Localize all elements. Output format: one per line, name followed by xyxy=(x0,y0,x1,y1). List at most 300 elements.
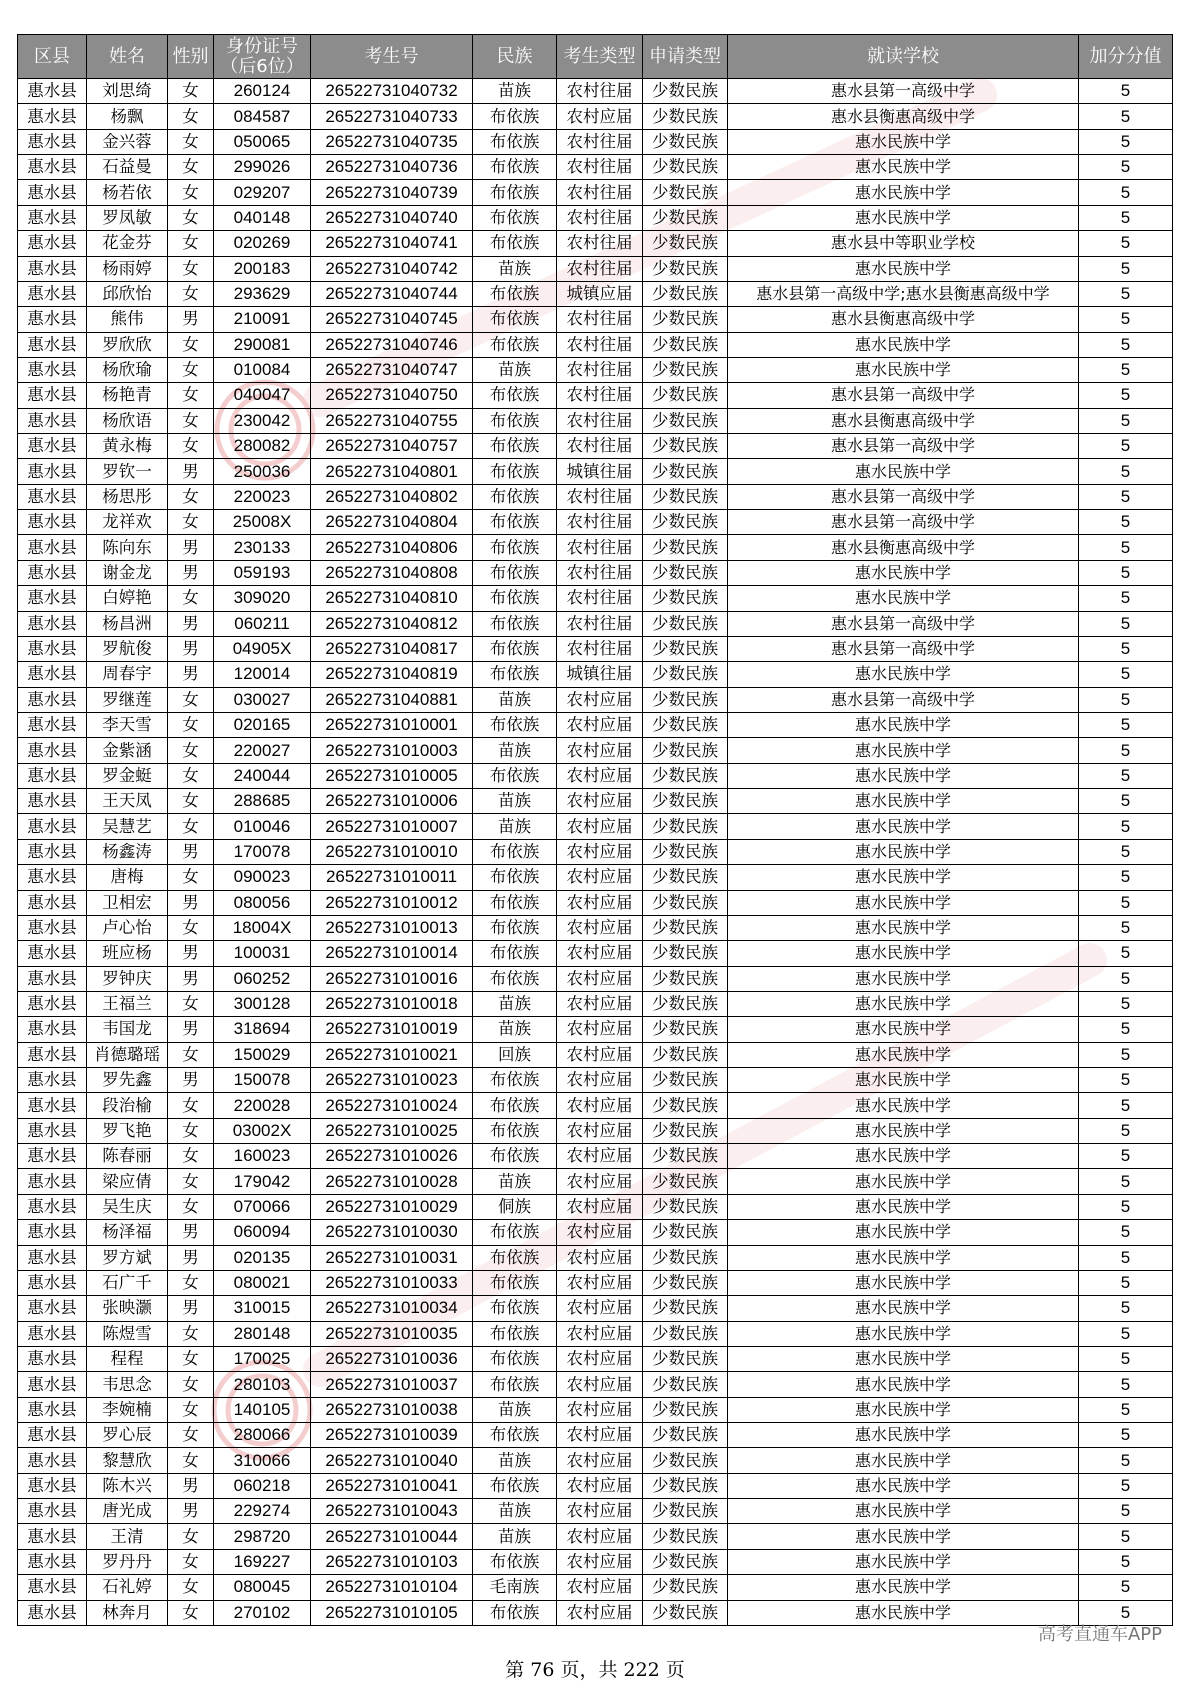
cell-school: 惠水民族中学 xyxy=(728,129,1079,154)
header-name: 姓名 xyxy=(87,35,168,79)
table-row xyxy=(18,104,1173,129)
cell-name: 罗丹丹 xyxy=(87,1549,168,1574)
cell-school: 惠水民族中学 xyxy=(728,1296,1079,1321)
cell-gender: 女 xyxy=(168,1042,214,1067)
cell-exam-number: 26522731010016 xyxy=(311,966,473,991)
header-district: 区县 xyxy=(18,35,87,79)
cell-school: 惠水民族中学 xyxy=(728,1144,1079,1169)
cell-gender: 女 xyxy=(168,1093,214,1118)
cell-application-type: 少数民族 xyxy=(643,1270,728,1295)
cell-candidate-type: 农村应届 xyxy=(557,1575,643,1600)
cell-bonus-points: 5 xyxy=(1079,1245,1173,1270)
cell-application-type: 少数民族 xyxy=(643,1499,728,1524)
table-row xyxy=(18,814,1173,839)
cell-application-type: 少数民族 xyxy=(643,662,728,687)
cell-ethnicity: 布依族 xyxy=(473,636,557,661)
table-row xyxy=(18,1118,1173,1143)
cell-gender: 男 xyxy=(168,307,214,332)
cell-school: 惠水民族中学 xyxy=(728,966,1079,991)
cell-district: 惠水县 xyxy=(18,1245,87,1270)
table-row xyxy=(18,307,1173,332)
cell-bonus-points: 5 xyxy=(1079,205,1173,230)
cell-bonus-points: 5 xyxy=(1079,1600,1173,1625)
cell-exam-number: 26522731040755 xyxy=(311,408,473,433)
cell-id-last6: 080021 xyxy=(214,1270,311,1295)
cell-candidate-type: 农村往届 xyxy=(557,79,643,104)
header-candidate-type: 考生类型 xyxy=(557,35,643,79)
cell-school: 惠水民族中学 xyxy=(728,180,1079,205)
header-id-last6-label: 身份证号 （后6位） xyxy=(220,35,304,77)
cell-school: 惠水民族中学 xyxy=(728,1499,1079,1524)
cell-gender: 男 xyxy=(168,611,214,636)
cell-candidate-type: 农村应届 xyxy=(557,1397,643,1422)
table-row xyxy=(18,281,1173,306)
cell-name: 罗凤敏 xyxy=(87,205,168,230)
cell-school: 惠水民族中学 xyxy=(728,1118,1079,1143)
cell-name: 唐光成 xyxy=(87,1499,168,1524)
cell-name: 李婉楠 xyxy=(87,1397,168,1422)
cell-ethnicity: 布依族 xyxy=(473,941,557,966)
cell-ethnicity: 布依族 xyxy=(473,180,557,205)
cell-id-last6: 318694 xyxy=(214,1017,311,1042)
cell-candidate-type: 农村应届 xyxy=(557,814,643,839)
cell-gender: 女 xyxy=(168,79,214,104)
cell-exam-number: 26522731040733 xyxy=(311,104,473,129)
cell-id-last6: 310066 xyxy=(214,1448,311,1473)
cell-name: 林奔月 xyxy=(87,1600,168,1625)
cell-bonus-points: 5 xyxy=(1079,79,1173,104)
cell-id-last6: 060218 xyxy=(214,1473,311,1498)
cell-ethnicity: 布依族 xyxy=(473,865,557,890)
cell-name: 邱欣怡 xyxy=(87,281,168,306)
table-row xyxy=(18,1448,1173,1473)
cell-bonus-points: 5 xyxy=(1079,1321,1173,1346)
cell-candidate-type: 农村应届 xyxy=(557,1524,643,1549)
cell-id-last6: 280082 xyxy=(214,434,311,459)
cell-id-last6: 059193 xyxy=(214,560,311,585)
cell-bonus-points: 5 xyxy=(1079,1169,1173,1194)
cell-application-type: 少数民族 xyxy=(643,510,728,535)
cell-id-last6: 299026 xyxy=(214,155,311,180)
cell-gender: 女 xyxy=(168,434,214,459)
cell-district: 惠水县 xyxy=(18,839,87,864)
cell-id-last6: 298720 xyxy=(214,1524,311,1549)
cell-application-type: 少数民族 xyxy=(643,357,728,382)
table-row xyxy=(18,789,1173,814)
cell-name: 罗欣欣 xyxy=(87,332,168,357)
cell-ethnicity: 布依族 xyxy=(473,763,557,788)
cell-school: 惠水民族中学 xyxy=(728,941,1079,966)
cell-exam-number: 26522731040817 xyxy=(311,636,473,661)
cell-ethnicity: 苗族 xyxy=(473,687,557,712)
cell-bonus-points: 5 xyxy=(1079,1499,1173,1524)
cell-gender: 女 xyxy=(168,332,214,357)
cell-candidate-type: 农村应届 xyxy=(557,1042,643,1067)
table-row xyxy=(18,383,1173,408)
cell-id-last6: 140105 xyxy=(214,1397,311,1422)
cell-gender: 男 xyxy=(168,1017,214,1042)
table-row xyxy=(18,1144,1173,1169)
cell-name: 王清 xyxy=(87,1524,168,1549)
table-row xyxy=(18,1068,1173,1093)
header-ethnicity: 民族 xyxy=(473,35,557,79)
cell-bonus-points: 5 xyxy=(1079,307,1173,332)
cell-application-type: 少数民族 xyxy=(643,560,728,585)
cell-district: 惠水县 xyxy=(18,256,87,281)
cell-candidate-type: 农村应届 xyxy=(557,1118,643,1143)
cell-name: 韦思念 xyxy=(87,1372,168,1397)
cell-application-type: 少数民族 xyxy=(643,1346,728,1371)
cell-name: 韦国龙 xyxy=(87,1017,168,1042)
cell-gender: 女 xyxy=(168,1423,214,1448)
cell-district: 惠水县 xyxy=(18,966,87,991)
header-application-type: 申请类型 xyxy=(643,35,728,79)
cell-application-type: 少数民族 xyxy=(643,687,728,712)
cell-bonus-points: 5 xyxy=(1079,104,1173,129)
cell-name: 罗钟庆 xyxy=(87,966,168,991)
cell-name: 罗金蜓 xyxy=(87,763,168,788)
cell-exam-number: 26522731040806 xyxy=(311,535,473,560)
cell-bonus-points: 5 xyxy=(1079,966,1173,991)
cell-id-last6: 160023 xyxy=(214,1144,311,1169)
table-row xyxy=(18,991,1173,1016)
cell-district: 惠水县 xyxy=(18,636,87,661)
cell-application-type: 少数民族 xyxy=(643,1397,728,1422)
cell-gender: 女 xyxy=(168,1144,214,1169)
cell-gender: 女 xyxy=(168,1448,214,1473)
cell-bonus-points: 5 xyxy=(1079,586,1173,611)
cell-bonus-points: 5 xyxy=(1079,383,1173,408)
cell-name: 杨若依 xyxy=(87,180,168,205)
cell-school: 惠水县第一高级中学 xyxy=(728,484,1079,509)
cell-bonus-points: 5 xyxy=(1079,560,1173,585)
cell-candidate-type: 农村应届 xyxy=(557,1270,643,1295)
cell-bonus-points: 5 xyxy=(1079,915,1173,940)
table-row xyxy=(18,636,1173,661)
cell-candidate-type: 农村往届 xyxy=(557,560,643,585)
cell-school: 惠水民族中学 xyxy=(728,1397,1079,1422)
cell-name: 罗方斌 xyxy=(87,1245,168,1270)
cell-district: 惠水县 xyxy=(18,1017,87,1042)
cell-ethnicity: 布依族 xyxy=(473,1245,557,1270)
cell-candidate-type: 农村往届 xyxy=(557,636,643,661)
cell-gender: 女 xyxy=(168,129,214,154)
cell-id-last6: 050065 xyxy=(214,129,311,154)
cell-application-type: 少数民族 xyxy=(643,941,728,966)
cell-ethnicity: 布依族 xyxy=(473,662,557,687)
cell-ethnicity: 布依族 xyxy=(473,510,557,535)
cell-district: 惠水县 xyxy=(18,79,87,104)
cell-district: 惠水县 xyxy=(18,1575,87,1600)
cell-name: 李天雪 xyxy=(87,712,168,737)
header-id-last6 xyxy=(214,35,311,79)
cell-candidate-type: 农村往届 xyxy=(557,408,643,433)
cell-exam-number: 26522731040746 xyxy=(311,332,473,357)
cell-exam-number: 26522731010021 xyxy=(311,1042,473,1067)
cell-gender: 女 xyxy=(168,687,214,712)
cell-bonus-points: 5 xyxy=(1079,1346,1173,1371)
cell-name: 石广千 xyxy=(87,1270,168,1295)
cell-name: 罗飞艳 xyxy=(87,1118,168,1143)
cell-candidate-type: 农村应届 xyxy=(557,1169,643,1194)
cell-gender: 女 xyxy=(168,510,214,535)
cell-application-type: 少数民族 xyxy=(643,459,728,484)
cell-candidate-type: 农村应届 xyxy=(557,1423,643,1448)
cell-candidate-type: 农村往届 xyxy=(557,484,643,509)
cell-id-last6: 03002X xyxy=(214,1118,311,1143)
cell-ethnicity: 布依族 xyxy=(473,332,557,357)
cell-candidate-type: 农村往届 xyxy=(557,256,643,281)
cell-name: 杨艳青 xyxy=(87,383,168,408)
cell-ethnicity: 布依族 xyxy=(473,1118,557,1143)
cell-exam-number: 26522731010019 xyxy=(311,1017,473,1042)
table-row xyxy=(18,1093,1173,1118)
cell-ethnicity: 布依族 xyxy=(473,966,557,991)
cell-application-type: 少数民族 xyxy=(643,1118,728,1143)
cell-bonus-points: 5 xyxy=(1079,434,1173,459)
cell-name: 金兴蓉 xyxy=(87,129,168,154)
cell-school: 惠水民族中学 xyxy=(728,1575,1079,1600)
cell-candidate-type: 农村应届 xyxy=(557,1549,643,1574)
cell-id-last6: 220027 xyxy=(214,738,311,763)
cell-gender: 男 xyxy=(168,459,214,484)
cell-school: 惠水民族中学 xyxy=(728,1448,1079,1473)
cell-gender: 女 xyxy=(168,712,214,737)
cell-bonus-points: 5 xyxy=(1079,1473,1173,1498)
table-body xyxy=(18,79,1173,1626)
cell-gender: 女 xyxy=(168,814,214,839)
cell-exam-number: 26522731010037 xyxy=(311,1372,473,1397)
cell-bonus-points: 5 xyxy=(1079,1093,1173,1118)
cell-gender: 女 xyxy=(168,281,214,306)
cell-bonus-points: 5 xyxy=(1079,281,1173,306)
cell-candidate-type: 农村往届 xyxy=(557,307,643,332)
table-row xyxy=(18,966,1173,991)
cell-school: 惠水民族中学 xyxy=(728,357,1079,382)
cell-exam-number: 26522731010041 xyxy=(311,1473,473,1498)
cell-ethnicity: 布依族 xyxy=(473,104,557,129)
cell-school: 惠水民族中学 xyxy=(728,459,1079,484)
cell-id-last6: 020135 xyxy=(214,1245,311,1270)
table-row xyxy=(18,687,1173,712)
cell-name: 罗航俊 xyxy=(87,636,168,661)
header-bonus-points: 加分分值 xyxy=(1079,35,1173,79)
table-row xyxy=(18,510,1173,535)
cell-name: 杨昌洲 xyxy=(87,611,168,636)
cell-district: 惠水县 xyxy=(18,1296,87,1321)
cell-name: 王天凤 xyxy=(87,789,168,814)
cell-gender: 女 xyxy=(168,180,214,205)
cell-application-type: 少数民族 xyxy=(643,1524,728,1549)
cell-exam-number: 26522731010103 xyxy=(311,1549,473,1574)
cell-district: 惠水县 xyxy=(18,1169,87,1194)
table-row xyxy=(18,1169,1173,1194)
cell-name: 杨飘 xyxy=(87,104,168,129)
cell-ethnicity: 毛南族 xyxy=(473,1575,557,1600)
cell-exam-number: 26522731010038 xyxy=(311,1397,473,1422)
cell-name: 罗继莲 xyxy=(87,687,168,712)
cell-application-type: 少数民族 xyxy=(643,738,728,763)
cell-school: 惠水县第一高级中学 xyxy=(728,383,1079,408)
cell-id-last6: 029207 xyxy=(214,180,311,205)
cell-candidate-type: 农村应届 xyxy=(557,1499,643,1524)
cell-exam-number: 26522731040732 xyxy=(311,79,473,104)
cell-gender: 女 xyxy=(168,484,214,509)
cell-id-last6: 060211 xyxy=(214,611,311,636)
cell-school: 惠水民族中学 xyxy=(728,586,1079,611)
cell-district: 惠水县 xyxy=(18,281,87,306)
cell-bonus-points: 5 xyxy=(1079,712,1173,737)
cell-bonus-points: 5 xyxy=(1079,1042,1173,1067)
cell-name: 杨思彤 xyxy=(87,484,168,509)
cell-ethnicity: 苗族 xyxy=(473,1017,557,1042)
cell-district: 惠水县 xyxy=(18,332,87,357)
cell-id-last6: 290081 xyxy=(214,332,311,357)
cell-id-last6: 300128 xyxy=(214,991,311,1016)
cell-application-type: 少数民族 xyxy=(643,763,728,788)
cell-name: 班应杨 xyxy=(87,941,168,966)
cell-id-last6: 270102 xyxy=(214,1600,311,1625)
cell-district: 惠水县 xyxy=(18,104,87,129)
cell-bonus-points: 5 xyxy=(1079,1423,1173,1448)
cell-bonus-points: 5 xyxy=(1079,738,1173,763)
cell-district: 惠水县 xyxy=(18,560,87,585)
cell-application-type: 少数民族 xyxy=(643,129,728,154)
cell-id-last6: 070066 xyxy=(214,1194,311,1219)
cell-school: 惠水民族中学 xyxy=(728,890,1079,915)
cell-school: 惠水县第一高级中学 xyxy=(728,434,1079,459)
cell-name: 杨雨婷 xyxy=(87,256,168,281)
cell-exam-number: 26522731010010 xyxy=(311,839,473,864)
cell-district: 惠水县 xyxy=(18,1499,87,1524)
brand-label: 高考直通车APP xyxy=(1037,1624,1162,1645)
cell-name: 龙祥欢 xyxy=(87,510,168,535)
cell-exam-number: 26522731040750 xyxy=(311,383,473,408)
cell-id-last6: 310015 xyxy=(214,1296,311,1321)
cell-name: 唐梅 xyxy=(87,865,168,890)
cell-gender: 女 xyxy=(168,1194,214,1219)
cell-id-last6: 090023 xyxy=(214,865,311,890)
table-row xyxy=(18,1600,1173,1625)
cell-ethnicity: 苗族 xyxy=(473,357,557,382)
cell-application-type: 少数民族 xyxy=(643,307,728,332)
cell-ethnicity: 布依族 xyxy=(473,408,557,433)
cell-district: 惠水县 xyxy=(18,231,87,256)
table-row xyxy=(18,738,1173,763)
cell-bonus-points: 5 xyxy=(1079,839,1173,864)
cell-bonus-points: 5 xyxy=(1079,1270,1173,1295)
table-row xyxy=(18,484,1173,509)
cell-name: 杨欣瑜 xyxy=(87,357,168,382)
cell-exam-number: 26522731040735 xyxy=(311,129,473,154)
cell-school: 惠水民族中学 xyxy=(728,1600,1079,1625)
cell-school: 惠水民族中学 xyxy=(728,865,1079,890)
table-row xyxy=(18,890,1173,915)
cell-district: 惠水县 xyxy=(18,1321,87,1346)
cell-gender: 男 xyxy=(168,1473,214,1498)
cell-school: 惠水民族中学 xyxy=(728,1423,1079,1448)
cell-district: 惠水县 xyxy=(18,510,87,535)
cell-exam-number: 26522731040801 xyxy=(311,459,473,484)
cell-bonus-points: 5 xyxy=(1079,636,1173,661)
cell-gender: 女 xyxy=(168,763,214,788)
cell-ethnicity: 苗族 xyxy=(473,1524,557,1549)
table-row xyxy=(18,1321,1173,1346)
cell-district: 惠水县 xyxy=(18,1600,87,1625)
cell-ethnicity: 布依族 xyxy=(473,155,557,180)
cell-district: 惠水县 xyxy=(18,1397,87,1422)
cell-candidate-type: 农村应届 xyxy=(557,1220,643,1245)
cell-name: 卢心怡 xyxy=(87,915,168,940)
page-footer: 第 76 页，共 222 页 xyxy=(505,1659,685,1681)
cell-id-last6: 309020 xyxy=(214,586,311,611)
cell-gender: 女 xyxy=(168,915,214,940)
cell-district: 惠水县 xyxy=(18,1372,87,1397)
cell-exam-number: 26522731040819 xyxy=(311,662,473,687)
cell-name: 杨鑫涛 xyxy=(87,839,168,864)
cell-application-type: 少数民族 xyxy=(643,1068,728,1093)
table-row xyxy=(18,560,1173,585)
cell-id-last6: 170078 xyxy=(214,839,311,864)
cell-ethnicity: 布依族 xyxy=(473,281,557,306)
cell-bonus-points: 5 xyxy=(1079,1372,1173,1397)
cell-application-type: 少数民族 xyxy=(643,991,728,1016)
cell-id-last6: 030027 xyxy=(214,687,311,712)
cell-exam-number: 26522731040757 xyxy=(311,434,473,459)
cell-name: 梁应倩 xyxy=(87,1169,168,1194)
table-row xyxy=(18,256,1173,281)
cell-exam-number: 26522731040812 xyxy=(311,611,473,636)
table-row xyxy=(18,180,1173,205)
cell-candidate-type: 农村应届 xyxy=(557,1296,643,1321)
cell-id-last6: 020165 xyxy=(214,712,311,737)
cell-candidate-type: 农村应届 xyxy=(557,1144,643,1169)
cell-id-last6: 280066 xyxy=(214,1423,311,1448)
cell-ethnicity: 苗族 xyxy=(473,814,557,839)
cell-gender: 女 xyxy=(168,738,214,763)
cell-application-type: 少数民族 xyxy=(643,256,728,281)
cell-application-type: 少数民族 xyxy=(643,890,728,915)
cell-ethnicity: 布依族 xyxy=(473,434,557,459)
cell-candidate-type: 农村应届 xyxy=(557,1068,643,1093)
cell-district: 惠水县 xyxy=(18,459,87,484)
cell-school: 惠水民族中学 xyxy=(728,1549,1079,1574)
cell-ethnicity: 布依族 xyxy=(473,1093,557,1118)
cell-candidate-type: 农村往届 xyxy=(557,231,643,256)
cell-school: 惠水民族中学 xyxy=(728,1194,1079,1219)
table-row xyxy=(18,434,1173,459)
cell-gender: 女 xyxy=(168,1397,214,1422)
cell-id-last6: 040047 xyxy=(214,383,311,408)
cell-name: 杨欣语 xyxy=(87,408,168,433)
cell-school: 惠水民族中学 xyxy=(728,789,1079,814)
cell-id-last6: 260124 xyxy=(214,79,311,104)
cell-ethnicity: 苗族 xyxy=(473,1448,557,1473)
header-school: 就读学校 xyxy=(728,35,1079,79)
cell-bonus-points: 5 xyxy=(1079,459,1173,484)
cell-school: 惠水民族中学 xyxy=(728,1473,1079,1498)
cell-district: 惠水县 xyxy=(18,1118,87,1143)
table-row xyxy=(18,941,1173,966)
cell-district: 惠水县 xyxy=(18,1346,87,1371)
cell-gender: 女 xyxy=(168,1321,214,1346)
cell-exam-number: 26522731010011 xyxy=(311,865,473,890)
table-row xyxy=(18,1372,1173,1397)
cell-bonus-points: 5 xyxy=(1079,814,1173,839)
cell-gender: 女 xyxy=(168,789,214,814)
cell-application-type: 少数民族 xyxy=(643,789,728,814)
cell-application-type: 少数民族 xyxy=(643,1448,728,1473)
